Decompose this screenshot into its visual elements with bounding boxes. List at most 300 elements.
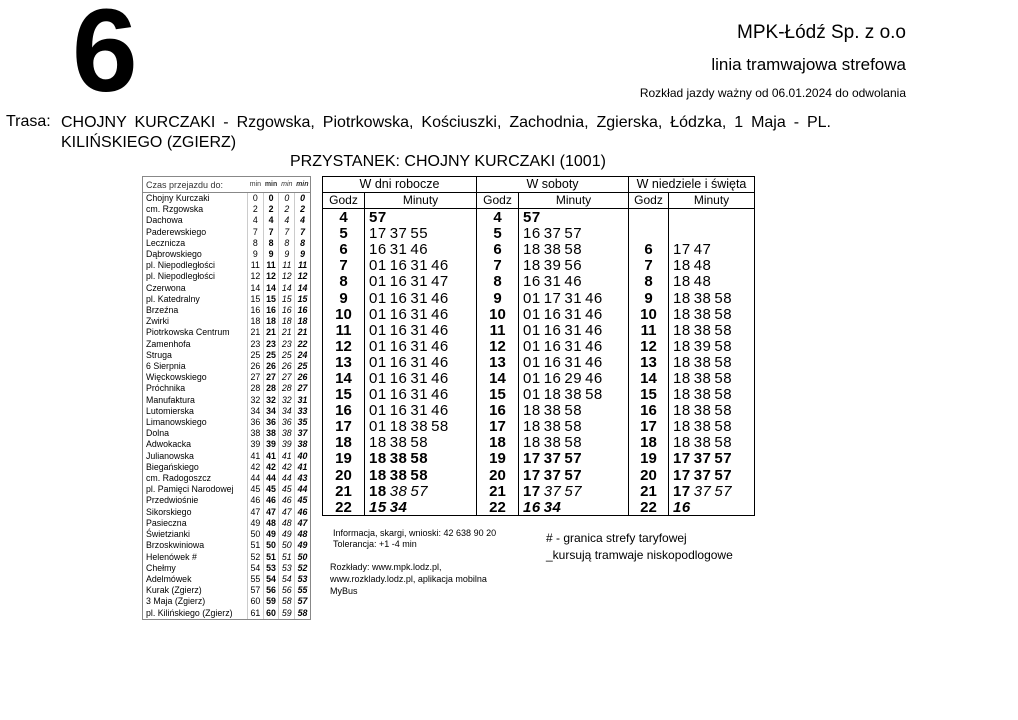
- departure-minute: 01: [523, 369, 541, 387]
- departure-minute: 57: [714, 482, 733, 500]
- table-row: [143, 327, 310, 338]
- table-row: [143, 215, 310, 226]
- travel-time-cell: 58: [295, 608, 310, 619]
- table-row: [143, 271, 310, 282]
- departure-minute: 17: [673, 482, 691, 500]
- table-row: [143, 361, 310, 372]
- info-block: [333, 528, 496, 550]
- travel-time-cell: 44: [263, 473, 279, 484]
- departure-minute: 38: [693, 353, 712, 371]
- departure-row: [323, 323, 476, 339]
- subheader: [477, 193, 628, 209]
- col-header: min: [295, 177, 310, 193]
- travel-time-cell: 8: [279, 238, 295, 249]
- departure-row: [477, 339, 628, 355]
- departure-hour: 4: [493, 209, 502, 227]
- subheader: [323, 193, 476, 209]
- table-row: [143, 305, 310, 316]
- departure-minute: 01: [523, 337, 541, 355]
- travel-time-cell: 49: [295, 540, 310, 551]
- departure-row: [477, 242, 628, 258]
- minute-label: Minuty: [555, 193, 592, 207]
- day-type-header: W dni robocze: [323, 177, 476, 193]
- departure-hour: 11: [489, 321, 506, 339]
- travel-time-cell: 18: [263, 316, 279, 327]
- travel-time-cell: 28: [279, 383, 295, 394]
- departure-row: [323, 451, 476, 467]
- travel-time-cell: 15: [263, 294, 279, 305]
- departure-row: [629, 323, 754, 339]
- departure-minute: 58: [410, 466, 429, 484]
- departure-minute: 01: [369, 369, 387, 387]
- departure-minute: 31: [564, 289, 583, 307]
- departure-minute: 16: [389, 353, 408, 371]
- table-row: [143, 462, 310, 473]
- departure-row: [323, 387, 476, 403]
- departure-minute: 16: [543, 321, 562, 339]
- departure-hour: 9: [493, 289, 502, 307]
- departure-minute: 37: [389, 225, 408, 243]
- travel-time-cell: 27: [248, 372, 264, 383]
- departure-minute: 16: [389, 289, 408, 307]
- travel-time-cell: 4: [248, 215, 264, 226]
- travel-time-cell: 2: [295, 204, 310, 215]
- departure-minute: 58: [431, 418, 449, 436]
- departure-hour: 14: [335, 369, 352, 387]
- travel-time-cell: 34: [263, 406, 279, 417]
- departure-minute: 38: [693, 321, 712, 339]
- table-row: [143, 294, 310, 305]
- travel-time-cell: 52: [248, 552, 264, 563]
- stop-name: Lecznicza: [146, 237, 186, 248]
- travel-time-cell: 42: [248, 462, 264, 473]
- travel-time-cell: 25: [279, 350, 295, 361]
- travel-time-cell: 0: [248, 193, 264, 205]
- travel-time-cell: 44: [248, 473, 264, 484]
- travel-time-cell: 23: [279, 339, 295, 350]
- departure-minute: 31: [410, 289, 429, 307]
- travel-time-cell: 8: [295, 238, 310, 249]
- travel-time-cell: 16: [263, 305, 279, 316]
- departure-hour: 12: [640, 337, 657, 355]
- travel-time-cell: 41: [295, 462, 310, 473]
- travel-time-cell: 22: [295, 339, 310, 350]
- departure-row: [477, 274, 628, 290]
- table-row: [143, 428, 310, 439]
- departure-row: [477, 435, 628, 451]
- travel-time-cell: 38: [279, 428, 295, 439]
- hour-label: Godz: [629, 193, 669, 208]
- departure-minute: 18: [389, 418, 408, 436]
- departure-row: [477, 451, 628, 467]
- stop-name: Julianowska: [146, 450, 194, 461]
- departure-minute: 46: [431, 353, 449, 371]
- departure-minute: 01: [369, 289, 387, 307]
- departure-row: [629, 210, 754, 226]
- travel-time-cell: 2: [263, 204, 279, 215]
- departure-hour: 13: [489, 353, 506, 371]
- stop-name: Adwokacka: [146, 439, 191, 450]
- travel-time-cell: 0: [295, 193, 310, 205]
- travel-time-cell: 25: [295, 361, 310, 372]
- stop-name: Pasieczna: [146, 517, 187, 528]
- departure-minute: 01: [523, 305, 541, 323]
- travel-time-cell: 32: [263, 395, 279, 406]
- departure-minute: 34: [389, 498, 408, 516]
- departure-hour: 17: [489, 418, 506, 436]
- departure-hour: 8: [339, 273, 348, 291]
- departure-minute: 37: [693, 450, 712, 468]
- departure-minute: 47: [431, 273, 449, 291]
- travel-time-cell: 60: [263, 608, 279, 619]
- travel-times-header: Czas przejazdu do:: [143, 177, 248, 193]
- travel-time-cell: 47: [295, 518, 310, 529]
- departure-row: [323, 242, 476, 258]
- stop-name: Zwirki: [146, 316, 169, 327]
- travel-time-cell: 27: [295, 383, 310, 394]
- departure-minute: 38: [543, 402, 562, 420]
- travel-time-cell: 11: [263, 260, 279, 271]
- travel-time-cell: 21: [263, 327, 279, 338]
- departure-hour: 22: [640, 498, 657, 516]
- travel-time-cell: 53: [263, 563, 279, 574]
- departure-row: [477, 290, 628, 306]
- departure-row: [323, 210, 476, 226]
- departure-minute: 47: [693, 241, 712, 259]
- departure-minute: 01: [369, 402, 387, 420]
- departure-minute: 46: [585, 337, 603, 355]
- departure-minute: 31: [410, 337, 429, 355]
- departure-minute: 01: [369, 337, 387, 355]
- departure-minute: 58: [410, 434, 429, 452]
- schedules-line: MyBus: [330, 586, 358, 596]
- stop-name: Piotrkowska Centrum: [146, 327, 230, 338]
- line-type: linia tramwajowa strefowa: [711, 55, 906, 74]
- schedules-line: Rozkłady: www.mpk.lodz.pl,: [330, 562, 442, 572]
- travel-time-cell: 34: [248, 406, 264, 417]
- departure-row: [323, 274, 476, 290]
- departure-minute: 15: [369, 498, 387, 516]
- departure-minute: 17: [523, 482, 541, 500]
- table-row: [143, 596, 310, 607]
- departure-minute: 46: [431, 337, 449, 355]
- travel-time-cell: 39: [263, 439, 279, 450]
- departure-minute: 37: [543, 225, 562, 243]
- travel-time-cell: 42: [279, 462, 295, 473]
- travel-time-cell: 48: [295, 529, 310, 540]
- departure-row: [629, 258, 754, 274]
- departure-minute: 58: [714, 289, 733, 307]
- departure-minute: 17: [543, 289, 562, 307]
- travel-time-cell: 15: [279, 294, 295, 305]
- departure-minute: 01: [369, 321, 387, 339]
- travel-time-cell: 37: [295, 428, 310, 439]
- departure-minute: 46: [431, 305, 449, 323]
- departure-hour: 14: [640, 369, 657, 387]
- travel-time-cell: 2: [248, 204, 264, 215]
- departure-minute: 18: [369, 434, 387, 452]
- stop-name: Dolna: [146, 428, 169, 439]
- departure-minute: 29: [564, 369, 583, 387]
- travel-time-cell: 12: [263, 271, 279, 282]
- table-row: [143, 473, 310, 484]
- travel-time-cell: 26: [263, 361, 279, 372]
- departure-minute: 18: [673, 273, 691, 291]
- departure-minute: 34: [543, 498, 562, 516]
- contact-info: Informacja, skargi, wnioski: 42 638 90 20: [333, 528, 497, 538]
- travel-time-cell: 25: [248, 350, 264, 361]
- table-row: [143, 395, 310, 406]
- departure-minute: 57: [564, 482, 583, 500]
- departure-minute: 18: [673, 353, 691, 371]
- travel-time-cell: 44: [295, 484, 310, 495]
- departure-minute: 38: [693, 418, 712, 436]
- departure-minute: 16: [389, 273, 408, 291]
- travel-time-cell: 52: [295, 563, 310, 574]
- departure-minute: 46: [585, 305, 603, 323]
- legend-lowfloor: _kursują tramwaje niskopodlogowe: [546, 548, 733, 562]
- travel-time-cell: 49: [279, 529, 295, 540]
- travel-time-cell: 46: [295, 507, 310, 518]
- departure-minute: 16: [523, 273, 541, 291]
- departure-minute: 38: [693, 305, 712, 323]
- travel-time-cell: 7: [279, 227, 295, 238]
- departure-hour: 6: [644, 241, 653, 259]
- departure-row: [629, 484, 754, 500]
- departure-hour: 17: [335, 418, 352, 436]
- departure-minute: 18: [673, 257, 691, 275]
- departure-minute: 58: [714, 353, 733, 371]
- departure-row: [629, 242, 754, 258]
- travel-time-cell: 57: [248, 585, 264, 596]
- departure-minute: 31: [410, 402, 429, 420]
- stop-name: cm. Rzgowska: [146, 204, 204, 215]
- table-row: [143, 383, 310, 394]
- table-row: [143, 451, 310, 462]
- departure-minute: 38: [693, 434, 712, 452]
- stop-name: Limanowskiego: [146, 417, 207, 428]
- travel-time-cell: 4: [295, 215, 310, 226]
- departure-hour: 19: [640, 450, 657, 468]
- departure-row: [477, 468, 628, 484]
- stop-name: Chełmy: [146, 562, 176, 573]
- departure-minute: 16: [389, 402, 408, 420]
- hour-label: Godz: [323, 193, 365, 208]
- travel-time-cell: 0: [279, 193, 295, 205]
- travel-time-cell: 18: [248, 316, 264, 327]
- hour-label: Godz: [477, 193, 519, 208]
- departure-minute: 18: [673, 305, 691, 323]
- stop-name: Manufaktura: [146, 394, 195, 405]
- travel-time-cell: 36: [248, 417, 264, 428]
- departure-row: [629, 403, 754, 419]
- departure-minute: 16: [389, 305, 408, 323]
- departure-row: [323, 258, 476, 274]
- stop-name: Próchnika: [146, 383, 186, 394]
- departure-hour: 7: [644, 257, 653, 275]
- travel-time-cell: 46: [279, 495, 295, 506]
- departure-minute: 18: [673, 386, 691, 404]
- departure-minute: 18: [673, 434, 691, 452]
- table-row: [143, 417, 310, 428]
- departure-hour: 5: [493, 225, 502, 243]
- departure-hour: 10: [489, 305, 506, 323]
- travel-time-cell: 14: [263, 283, 279, 294]
- departure-hour: 11: [640, 321, 657, 339]
- departure-row: [323, 500, 476, 516]
- travel-time-cell: 34: [279, 406, 295, 417]
- departure-minute: 31: [410, 386, 429, 404]
- departure-minute: 18: [523, 241, 541, 259]
- departure-hour: 12: [489, 337, 506, 355]
- stop-name: Przedwiośnie: [146, 495, 199, 506]
- travel-time-cell: 27: [263, 372, 279, 383]
- departure-hour: 16: [335, 402, 352, 420]
- departure-row: [477, 403, 628, 419]
- departure-minute: 37: [543, 450, 562, 468]
- departure-hour: 13: [640, 353, 657, 371]
- travel-time-cell: 9: [295, 249, 310, 260]
- stop-name: Struga: [146, 349, 172, 360]
- departures-column: [323, 177, 477, 515]
- stop-name: Więckowskiego: [146, 372, 207, 383]
- travel-time-cell: 36: [263, 417, 279, 428]
- travel-time-cell: 41: [248, 451, 264, 462]
- departure-row: [477, 323, 628, 339]
- travel-time-cell: 12: [295, 271, 310, 282]
- travel-time-cell: 39: [248, 439, 264, 450]
- departure-hour: 5: [339, 225, 348, 243]
- departure-minute: 46: [564, 273, 583, 291]
- departure-minute: 31: [410, 369, 429, 387]
- travel-time-cell: 16: [279, 305, 295, 316]
- travel-time-cell: 48: [263, 518, 279, 529]
- stop-name: cm. Radogoszcz: [146, 473, 212, 484]
- departure-minute: 01: [523, 321, 541, 339]
- travel-time-cell: 36: [279, 417, 295, 428]
- departure-minute: 31: [564, 305, 583, 323]
- departure-hour: 8: [644, 273, 653, 291]
- departure-minute: 46: [585, 353, 603, 371]
- table-row: [143, 518, 310, 529]
- departure-hour: 15: [640, 386, 657, 404]
- departure-row: [477, 258, 628, 274]
- departure-minute: 57: [564, 450, 583, 468]
- departures-table: [322, 176, 755, 516]
- departure-minute: 58: [564, 402, 583, 420]
- departure-minute: 17: [369, 225, 387, 243]
- departure-minute: 38: [543, 418, 562, 436]
- departure-row: [629, 468, 754, 484]
- departure-row: [323, 371, 476, 387]
- departure-minute: 31: [410, 273, 429, 291]
- travel-time-cell: 27: [279, 372, 295, 383]
- departure-row: [477, 387, 628, 403]
- departure-row: [629, 226, 754, 242]
- departure-minute: 38: [389, 434, 408, 452]
- travel-time-cell: 54: [248, 563, 264, 574]
- departure-row: [477, 226, 628, 242]
- departure-minute: 18: [673, 402, 691, 420]
- departure-minute: 17: [673, 466, 691, 484]
- travel-time-cell: 11: [248, 260, 264, 271]
- travel-time-cell: 44: [279, 473, 295, 484]
- departure-minute: 16: [389, 257, 408, 275]
- departure-minute: 38: [693, 386, 712, 404]
- travel-time-cell: 60: [248, 596, 264, 607]
- travel-time-cell: 48: [279, 518, 295, 529]
- stop-name: pl. Niepodległości: [146, 260, 215, 271]
- stop-name: pl. Pamięci Narodowej: [146, 484, 234, 495]
- departure-minute: 48: [693, 257, 712, 275]
- travel-time-cell: 23: [248, 339, 264, 350]
- table-row: [143, 238, 310, 249]
- travel-time-cell: 55: [248, 574, 264, 585]
- table-row: [143, 585, 310, 596]
- travel-time-cell: 50: [248, 529, 264, 540]
- departure-minute: 46: [431, 289, 449, 307]
- travel-time-cell: 53: [279, 563, 295, 574]
- departure-row: [477, 355, 628, 371]
- stop-name: Adelmówek: [146, 573, 192, 584]
- departure-hour: 10: [335, 305, 352, 323]
- departure-minute: 38: [543, 434, 562, 452]
- table-row: [143, 249, 310, 260]
- departure-minute: 58: [564, 418, 583, 436]
- travel-time-cell: 18: [295, 316, 310, 327]
- departure-minute: 58: [714, 369, 733, 387]
- travel-time-cell: 54: [263, 574, 279, 585]
- travel-time-cell: 49: [248, 518, 264, 529]
- departure-row: [323, 355, 476, 371]
- travel-time-cell: 11: [295, 260, 310, 271]
- departure-minute: 18: [369, 450, 387, 468]
- departure-hour: 21: [489, 482, 506, 500]
- departure-hour: 16: [640, 402, 657, 420]
- minute-label: Minuty: [402, 193, 439, 207]
- travel-time-cell: 28: [248, 383, 264, 394]
- departure-minute: 01: [523, 353, 541, 371]
- departure-minute: 58: [714, 337, 733, 355]
- table-row: [143, 227, 310, 238]
- travel-time-cell: 14: [279, 283, 295, 294]
- departure-minute: 16: [523, 225, 541, 243]
- travel-time-cell: 57: [295, 596, 310, 607]
- travel-time-cell: 42: [263, 462, 279, 473]
- travel-time-cell: 9: [248, 249, 264, 260]
- tolerance-info: Tolerancja: +1 -4 min: [333, 539, 417, 549]
- departure-minute: 18: [523, 257, 541, 275]
- table-row: [143, 193, 310, 205]
- departures-column: [629, 177, 754, 515]
- departure-row: [323, 290, 476, 306]
- departure-row: [477, 484, 628, 500]
- stop-name: 3 Maja (Zgierz): [146, 596, 206, 607]
- travel-time-cell: 25: [263, 350, 279, 361]
- travel-time-cell: 21: [295, 327, 310, 338]
- legend-zone: # - granica strefy taryfowej: [546, 531, 687, 545]
- travel-time-cell: 38: [295, 439, 310, 450]
- travel-time-cell: 9: [263, 249, 279, 260]
- departure-row: [629, 290, 754, 306]
- departure-hour: 11: [335, 321, 352, 339]
- departure-minute: 58: [564, 434, 583, 452]
- travel-time-cell: 14: [295, 283, 310, 294]
- table-row: [143, 574, 310, 585]
- company-name: MPK-Łódź Sp. z o.o: [737, 22, 906, 43]
- departure-hour: 8: [493, 273, 502, 291]
- departure-minute: 01: [369, 305, 387, 323]
